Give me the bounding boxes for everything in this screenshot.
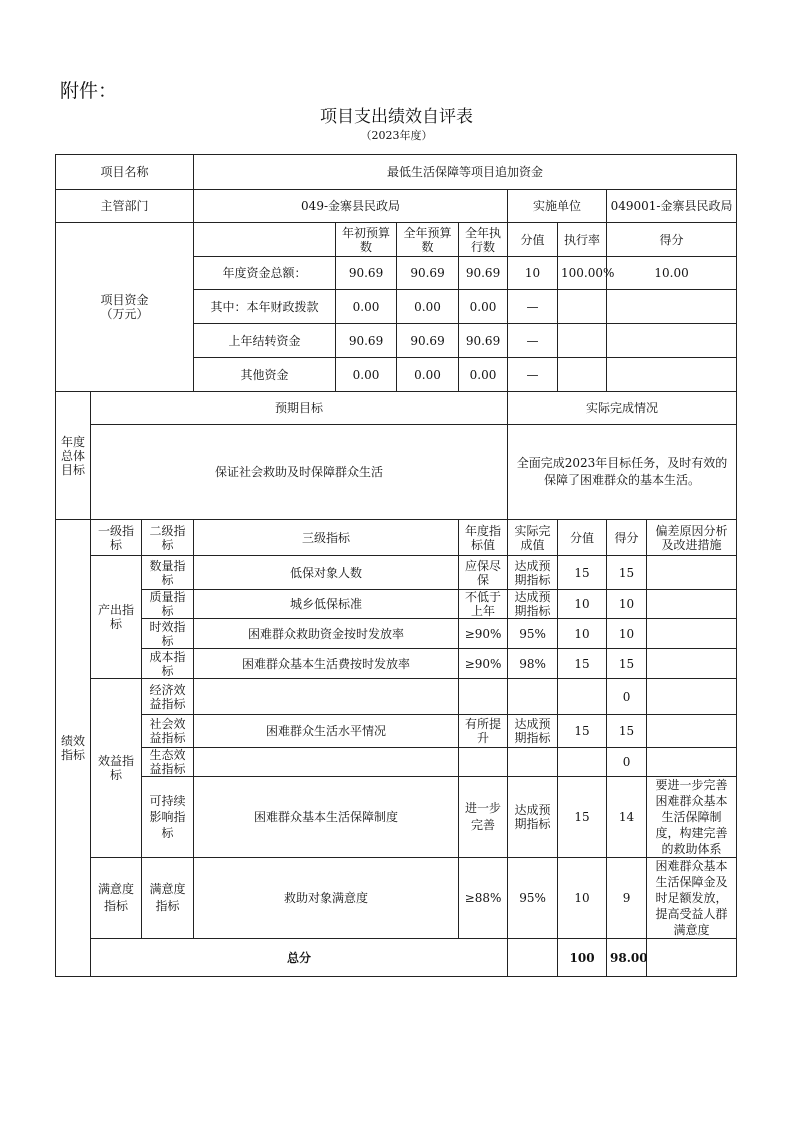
goals-label: 年度总体目标 — [56, 392, 91, 520]
indicator-row — [56, 679, 737, 715]
target-value: ≥90% — [459, 649, 508, 679]
level2-label: 数量指标 — [142, 556, 194, 590]
funds-header: 全年预算数 — [397, 223, 459, 257]
indicator-header: 三级指标 — [194, 520, 459, 556]
funds-score-value: — — [508, 358, 558, 392]
indicator-header: 二级指标 — [142, 520, 194, 556]
level3-label: 困难群众生活水平情况 — [194, 715, 459, 748]
level2-label: 满意度指标 — [142, 858, 194, 939]
level3-label: 低保对象人数 — [194, 556, 459, 590]
goals-row — [56, 425, 737, 520]
deviation-note — [647, 679, 737, 715]
level2-label: 社会效益指标 — [142, 715, 194, 748]
level3-label — [194, 748, 459, 777]
deviation-note — [647, 619, 737, 649]
target-value: 不低于上年 — [459, 590, 508, 619]
level1-label: 满意度指标 — [91, 858, 142, 939]
score: 15 — [607, 556, 647, 590]
level3-label: 困难群众救助资金按时发放率 — [194, 619, 459, 649]
actual-value: 达成预期指标 — [508, 715, 558, 748]
funds-row-label: 其他资金 — [194, 358, 336, 392]
target-value — [459, 748, 508, 777]
score: 9 — [607, 858, 647, 939]
funds-score-value: — — [508, 290, 558, 324]
target-value — [459, 679, 508, 715]
actual-value — [508, 748, 558, 777]
funds-header: 分值 — [508, 223, 558, 257]
funds-score — [607, 290, 737, 324]
funds-rate: 100.00% — [558, 257, 607, 290]
funds-executed: 0.00 — [459, 290, 508, 324]
funds-rate — [558, 324, 607, 358]
actual-value: 98% — [508, 649, 558, 679]
funds-initial: 0.00 — [336, 290, 397, 324]
score-value: 10 — [558, 590, 607, 619]
indicators-label: 绩效指标 — [56, 520, 91, 977]
indicators-header-row — [56, 520, 737, 556]
funds-header: 得分 — [607, 223, 737, 257]
funds-score: 10.00 — [607, 257, 737, 290]
total-row — [56, 939, 737, 977]
expected-goal: 保证社会救助及时保障群众生活 — [91, 425, 508, 520]
funds-header-row — [56, 223, 737, 257]
score-value: 15 — [558, 649, 607, 679]
level1-label: 效益指标 — [91, 679, 142, 858]
year-subtitle: （2023年度） — [360, 129, 433, 142]
actual-goal-label: 实际完成情况 — [508, 392, 737, 425]
evaluation-table — [55, 154, 737, 977]
target-value: 有所提升 — [459, 715, 508, 748]
funds-initial: 90.69 — [336, 257, 397, 290]
total-score-value: 100 — [558, 939, 607, 977]
funds-initial: 0.00 — [336, 358, 397, 392]
score: 15 — [607, 649, 647, 679]
deviation-note: 要进一步完善困难群众基本生活保障制度，构建完善的救助体系 — [647, 777, 737, 858]
total-note-blank — [647, 939, 737, 977]
indicator-header: 年度指标值 — [459, 520, 508, 556]
indicator-header: 得分 — [607, 520, 647, 556]
score-value: 10 — [558, 619, 607, 649]
level2-label: 经济效益指标 — [142, 679, 194, 715]
funds-annual: 0.00 — [397, 358, 459, 392]
actual-value: 达成预期指标 — [508, 777, 558, 858]
score: 15 — [607, 715, 647, 748]
funds-annual: 0.00 — [397, 290, 459, 324]
funds-score — [607, 358, 737, 392]
actual-value: 95% — [508, 619, 558, 649]
deviation-note — [647, 590, 737, 619]
project-name-row — [56, 155, 737, 190]
project-name-value: 最低生活保障等项目追加资金 — [194, 155, 737, 190]
indicator-row — [56, 858, 737, 939]
dept-label: 主管部门 — [56, 190, 194, 223]
level3-label: 救助对象满意度 — [194, 858, 459, 939]
funds-annual: 90.69 — [397, 257, 459, 290]
score-value — [558, 679, 607, 715]
expected-goal-label: 预期目标 — [91, 392, 508, 425]
score: 14 — [607, 777, 647, 858]
actual-value: 95% — [508, 858, 558, 939]
level3-label: 困难群众基本生活保障制度 — [194, 777, 459, 858]
project-name-label: 项目名称 — [56, 155, 194, 190]
deviation-note — [647, 748, 737, 777]
level3-label — [194, 679, 459, 715]
target-value: 进一步完善 — [459, 777, 508, 858]
level2-label: 质量指标 — [142, 590, 194, 619]
level2-label: 时效指标 — [142, 619, 194, 649]
total-score: 98.00 — [607, 939, 647, 977]
funds-executed: 90.69 — [459, 257, 508, 290]
deviation-note: 困难群众基本生活保障金及时足额发放，提高受益人群满意度 — [647, 858, 737, 939]
score: 0 — [607, 679, 647, 715]
indicator-row — [56, 649, 737, 679]
score-value — [558, 748, 607, 777]
indicator-header: 分值 — [558, 520, 607, 556]
goals-header-row — [56, 392, 737, 425]
level2-label: 成本指标 — [142, 649, 194, 679]
total-blank — [508, 939, 558, 977]
total-label: 总分 — [91, 939, 508, 977]
score-value: 15 — [558, 556, 607, 590]
score: 0 — [607, 748, 647, 777]
funds-initial: 90.69 — [336, 324, 397, 358]
actual-value: 达成预期指标 — [508, 556, 558, 590]
deviation-note — [647, 715, 737, 748]
deviation-note — [647, 556, 737, 590]
page-title: 项目支出绩效自评表 — [320, 107, 473, 127]
indicator-row — [56, 777, 737, 858]
indicator-row — [56, 715, 737, 748]
level2-label: 生态效益指标 — [142, 748, 194, 777]
funds-score — [607, 324, 737, 358]
dept-value: 049-金寨县民政局 — [194, 190, 508, 223]
funds-rate — [558, 358, 607, 392]
funds-rate — [558, 290, 607, 324]
impl-label: 实施单位 — [508, 190, 607, 223]
funds-header: 年初预算数 — [336, 223, 397, 257]
indicator-row — [56, 590, 737, 619]
funds-header: 全年执行数 — [459, 223, 508, 257]
funds-executed: 0.00 — [459, 358, 508, 392]
funds-label: 项目资金 （万元） — [56, 223, 194, 392]
funds-score-value: — — [508, 324, 558, 358]
funds-executed: 90.69 — [459, 324, 508, 358]
funds-row-label: 上年结转资金 — [194, 324, 336, 358]
score-value: 10 — [558, 858, 607, 939]
target-value: 应保尽保 — [459, 556, 508, 590]
impl-value: 049001-金寨县民政局 — [607, 190, 737, 223]
actual-goal: 全面完成2023年目标任务，及时有效的保障了困难群众的基本生活。 — [508, 425, 737, 520]
score-value: 15 — [558, 777, 607, 858]
indicator-row — [56, 556, 737, 590]
indicator-header: 实际完成值 — [508, 520, 558, 556]
target-value: ≥88% — [459, 858, 508, 939]
funds-header: 执行率 — [558, 223, 607, 257]
actual-value — [508, 679, 558, 715]
score-value: 15 — [558, 715, 607, 748]
indicator-header: 偏差原因分析及改进措施 — [647, 520, 737, 556]
department-row — [56, 190, 737, 223]
score: 10 — [607, 619, 647, 649]
actual-value: 达成预期指标 — [508, 590, 558, 619]
funds-row-label: 其中：本年财政拨款 — [194, 290, 336, 324]
level3-label: 困难群众基本生活费按时发放率 — [194, 649, 459, 679]
deviation-note — [647, 649, 737, 679]
funds-row-label: 年度资金总额： — [194, 257, 336, 290]
score: 10 — [607, 590, 647, 619]
level2-label: 可持续影响指标 — [142, 777, 194, 858]
indicator-row — [56, 619, 737, 649]
funds-annual: 90.69 — [397, 324, 459, 358]
funds-score-value: 10 — [508, 257, 558, 290]
target-value: ≥90% — [459, 619, 508, 649]
funds-header-blank — [194, 223, 336, 257]
indicator-header: 一级指标 — [91, 520, 142, 556]
level1-label: 产出指标 — [91, 556, 142, 679]
level3-label: 城乡低保标准 — [194, 590, 459, 619]
indicator-row — [56, 748, 737, 777]
attachment-label: 附件： — [60, 80, 118, 102]
